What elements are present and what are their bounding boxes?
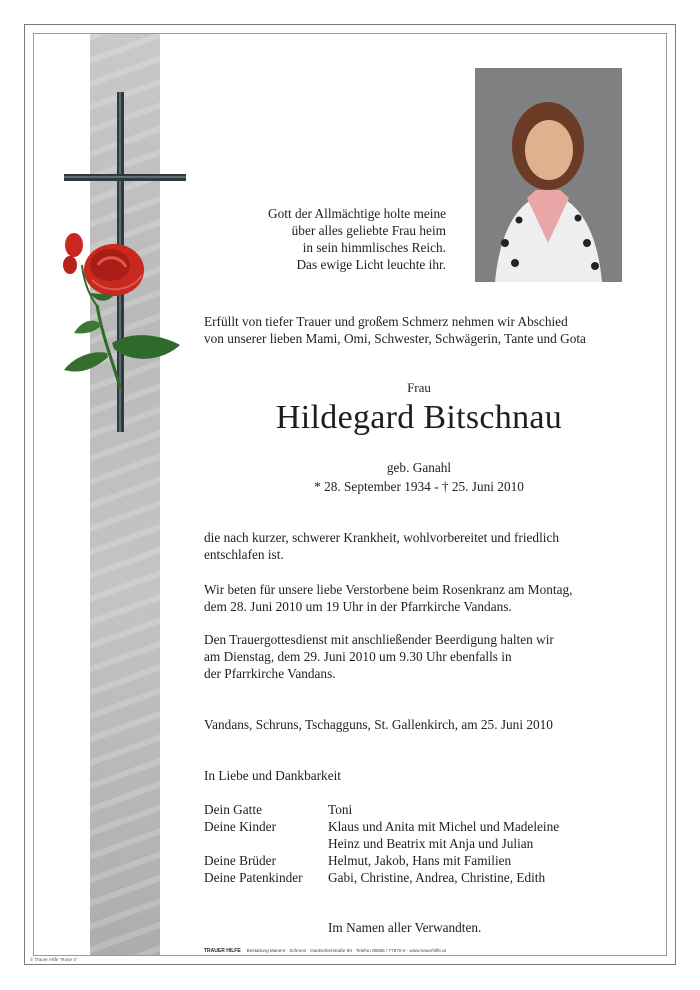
family-names: Toni xyxy=(328,802,353,817)
love-line xyxy=(204,767,644,784)
family-row xyxy=(204,801,624,818)
family-row xyxy=(204,852,624,869)
family-names: Helmut, Jakob, Hans mit Familien xyxy=(328,853,512,868)
rose-icon xyxy=(52,225,187,390)
salutation: Frau xyxy=(407,380,431,395)
closing-line: Im Namen aller Verwandten. xyxy=(328,920,482,935)
paragraph-line: am Dienstag, dem 29. Juni 2010 um 9.30 Uhr ebenfalls in xyxy=(204,649,512,664)
verse-line: Das ewige Licht leuchte ihr. xyxy=(296,257,446,272)
family-role: Dein Gatte xyxy=(204,802,262,817)
family-role: Deine Brüder xyxy=(204,853,276,868)
intro-text xyxy=(204,313,644,347)
portrait-photo xyxy=(475,68,622,282)
place-date xyxy=(204,716,644,733)
family-names: Klaus und Anita mit Michel und Madeleine xyxy=(328,819,560,834)
verse-line: in sein himmlisches Reich. xyxy=(302,240,446,255)
verse-line: Gott der Allmächtige holte meine xyxy=(268,206,446,221)
paragraph-line: Wir beten für unsere liebe Verstorbene beim Rosenkranz am Montag, xyxy=(204,582,573,597)
family-role xyxy=(204,835,328,852)
family-row xyxy=(204,869,624,886)
paragraph-funeral xyxy=(204,631,644,682)
verse-line: über alles geliebte Frau heim xyxy=(291,223,446,238)
footer xyxy=(204,948,446,954)
love-line-text: In Liebe und Dankbarkeit xyxy=(204,768,341,783)
paragraph-rosary xyxy=(204,581,644,615)
paragraph-passing xyxy=(204,529,644,563)
intro-line: von unserer lieben Mami, Omi, Schwester, Schwägerin, Tante und Gota xyxy=(204,331,586,346)
birth-name: geb. Ganahl xyxy=(386,460,452,475)
family-role: Deine Kinder xyxy=(204,819,276,834)
paragraph-line: Den Trauergottesdienst mit anschließender Beerdigung halten wir xyxy=(204,632,554,647)
paragraph-line: entschlafen ist. xyxy=(204,547,284,562)
footer-brand: TRAUER HILFE xyxy=(204,948,241,954)
life-dates: * 28. September 1934 - † 25. Juni 2010 xyxy=(314,479,524,494)
family-list xyxy=(204,801,624,886)
copyright: © Trauer Hilfe "Rose 4" xyxy=(30,957,78,962)
family-row xyxy=(204,835,624,852)
paragraph-line: der Pfarrkirche Vandans. xyxy=(204,666,336,681)
family-role: Deine Patenkinder xyxy=(204,870,303,885)
paragraph-line: die nach kurzer, schwerer Krankheit, wohlvorbereitet und friedlich xyxy=(204,530,560,545)
paragraph-line: dem 28. Juni 2010 um 19 Uhr in der Pfarrkirche Vandans. xyxy=(204,599,512,614)
family-row xyxy=(204,818,624,835)
deceased-name: Hildegard Bitschnau xyxy=(275,399,563,436)
footer-text: Bestattung Manent · Schruns · Gantschierstraße 80 · Telefon 05556 / 77870-0 · www.trauerhilfe.at xyxy=(246,948,447,953)
place-date-text: Vandans, Schruns, Tschagguns, St. Gallenkirch, am 25. Juni 2010 xyxy=(204,717,553,732)
family-names: Heinz und Beatrix mit Anja und Julian xyxy=(328,836,534,851)
verse xyxy=(200,205,446,273)
family-names: Gabi, Christine, Andrea, Christine, Edith xyxy=(328,870,546,885)
intro-line: Erfüllt von tiefer Trauer und großem Schmerz nehmen wir Abschied xyxy=(204,314,568,329)
